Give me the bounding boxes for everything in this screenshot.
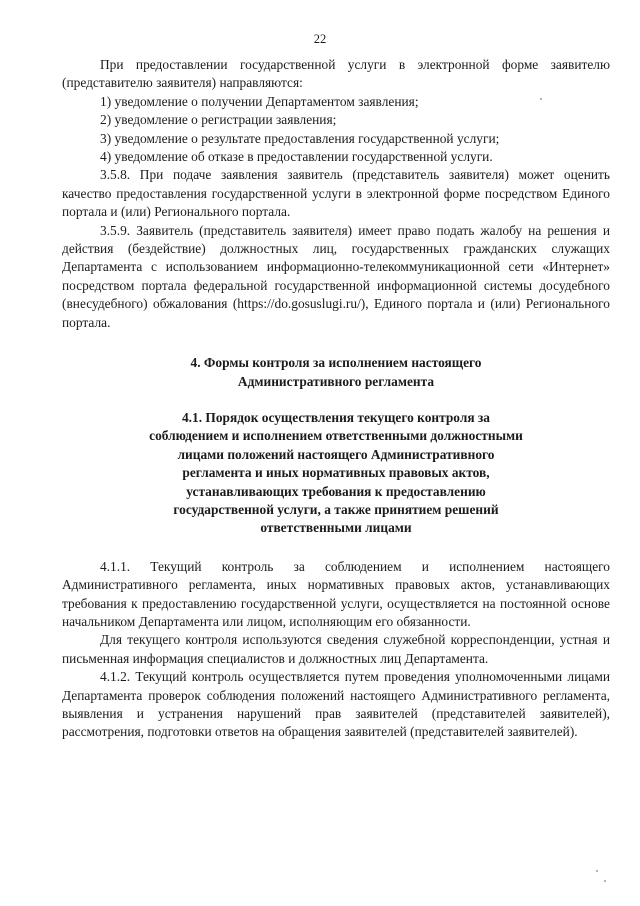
page-number: 22: [313, 32, 327, 46]
subsection-heading: 4.1. Порядок осуществления текущего контроля за соблюдением и исполнением ответственными должностными лицами положений настоящего Административного регламента и иных нормативных правовых актов, устанавливающих требования к предоставлению государственной услуги, а также принятием решений ответственными лицами: [149, 409, 523, 536]
paragraph-control-info: Для текущего контроля используются сведения служебной корреспонденции, устная и письменная информация специалистов и должностных лиц Департамента.: [62, 632, 610, 666]
list-item-4: 4) уведомление об отказе в предоставлении государственной услуги.: [100, 149, 493, 165]
scan-speck: [596, 870, 598, 872]
paragraph-3-5-8: 3.5.8. При подаче заявления заявитель (представитель заявителя) может оценить качество предоставления государственной услуги в электронной форме посредством Единого портала и (или) Регионального портала.: [62, 167, 610, 220]
scan-speck: [540, 98, 542, 100]
section-heading: 4. Формы контроля за исполнением настоящего Административного регламента: [190, 355, 482, 389]
scan-speck: [604, 880, 606, 882]
paragraph-3-5-9: 3.5.9. Заявитель (представитель заявителя) имеет право подать жалобу на решения и действия (бездействие) должностных лиц, государственных гражданских служащих Департамента с использованием информационно-телекоммуникационной сети «Интернет» посредством портала федеральной государственной информационной системы досудебного (внесудебного) обжалования (https://do.gosuslugi.ru/), Единого портала и (или) Регионального портала.: [62, 222, 610, 330]
list-item-1: 1) уведомление о получении Департаментом заявления;: [100, 93, 419, 109]
document-body: [62, 56, 610, 742]
paragraph-intro: При предоставлении государственной услуги в электронной форме заявителю (представителю заявителя) направляются:: [62, 57, 610, 91]
paragraph-4-1-1: 4.1.1. Текущий контроль за соблюдением и исполнением настоящего Административного регламента, иных нормативных правовых актов, устанавливающих требования к предоставлению государственной услуги, осуществляется на постоянной основе начальником Департамента или лицом, исполняющим его обязанности.: [62, 558, 610, 629]
paragraph-4-1-2: 4.1.2. Текущий контроль осуществляется путем проведения уполномоченными лицами Департамента проверок соблюдения положений настоящего Административного регламента, выявления и устранения нарушений прав заявителей (представителей заявителей), рассмотрения, подготовки ответов на обращения заявителей (представителей заявителей).: [62, 669, 610, 740]
list-item-3: 3) уведомление о результате предоставления государственной услуги;: [100, 130, 500, 146]
list-item-2: 2) уведомление о регистрации заявления;: [100, 112, 337, 128]
